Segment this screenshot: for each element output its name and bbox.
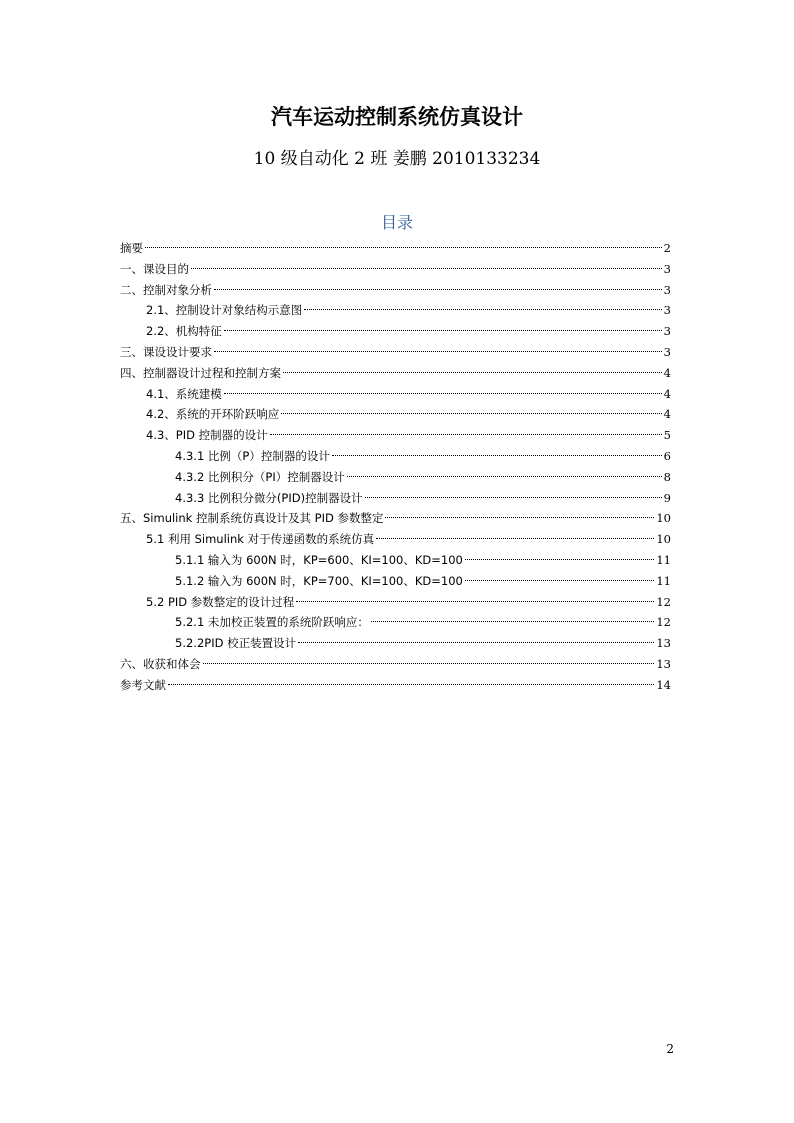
document-subtitle: 10 级自动化 2 班 姜鹏 2010133234 bbox=[253, 149, 541, 169]
toc-entry-label: 四、控制器设计过程和控制方案 bbox=[120, 365, 281, 380]
toc-entry-page: 4 bbox=[663, 365, 671, 380]
toc-leader-dots bbox=[465, 580, 655, 581]
toc-entry[interactable] bbox=[120, 633, 671, 654]
toc-leader-dots bbox=[214, 289, 662, 290]
toc-entry-page: 2 bbox=[663, 241, 671, 255]
toc-leader-dots bbox=[296, 601, 654, 602]
toc-entry-label: 4.1、系统建模 bbox=[146, 386, 222, 401]
toc-entry-page: 4 bbox=[663, 386, 671, 401]
toc-entry[interactable] bbox=[120, 404, 671, 425]
toc-entry-page: 3 bbox=[663, 303, 671, 318]
toc-entry-page: 12 bbox=[656, 594, 671, 609]
toc-entry-page: 3 bbox=[663, 282, 671, 297]
toc-leader-dots bbox=[224, 393, 662, 394]
toc-entry-page: 10 bbox=[656, 511, 671, 526]
toc-entry-page: 4 bbox=[663, 407, 671, 422]
toc-leader-dots bbox=[283, 372, 662, 373]
toc-entry-page: 3 bbox=[663, 344, 671, 359]
toc-entry-page: 14 bbox=[656, 677, 671, 692]
toc-entry[interactable] bbox=[120, 384, 671, 405]
toc-leader-dots bbox=[191, 268, 662, 269]
toc-entry[interactable] bbox=[120, 612, 671, 633]
toc-entry-label: 摘要 bbox=[120, 241, 143, 255]
toc-entry[interactable] bbox=[120, 592, 671, 613]
toc-entry[interactable] bbox=[120, 446, 671, 467]
toc-entry-label: 4.3、PID 控制器的设计 bbox=[146, 428, 268, 443]
document-title: 汽车运动控制系统仿真设计 bbox=[271, 104, 523, 129]
toc-leader-dots bbox=[376, 538, 654, 539]
toc-leader-dots bbox=[224, 330, 662, 331]
toc-leader-dots bbox=[168, 684, 654, 685]
toc-entry-label: 二、控制对象分析 bbox=[120, 282, 212, 297]
toc-entry[interactable] bbox=[120, 300, 671, 321]
toc-heading: 目录 bbox=[380, 213, 413, 232]
toc-entry-label: 5.2.2PID 校正装置设计 bbox=[175, 636, 297, 651]
toc-entry-label: 一、课设目的 bbox=[120, 261, 189, 276]
toc-entry-page: 3 bbox=[663, 324, 671, 339]
toc-leader-dots bbox=[281, 413, 661, 414]
toc-leader-dots bbox=[371, 621, 654, 622]
toc-leader-dots bbox=[365, 497, 662, 498]
toc-entry[interactable] bbox=[120, 238, 671, 259]
toc-entry-label: 2.1、控制设计对象结构示意图 bbox=[146, 303, 303, 318]
toc-leader-dots bbox=[385, 517, 654, 518]
toc-entry[interactable] bbox=[120, 363, 671, 384]
page-number: 2 bbox=[666, 1042, 674, 1056]
toc-entry-page: 10 bbox=[656, 532, 671, 547]
toc-entry-page: 8 bbox=[663, 469, 671, 484]
toc-entry-label: 4.3.3 比例积分微分(PID)控制器设计 bbox=[175, 490, 363, 505]
toc-entry[interactable] bbox=[120, 529, 671, 550]
toc-leader-dots bbox=[270, 434, 662, 435]
toc-entry[interactable] bbox=[120, 321, 671, 342]
toc-leader-dots bbox=[214, 351, 662, 352]
toc-entry-label: 五、Simulink 控制系统仿真设计及其 PID 参数整定 bbox=[120, 511, 384, 526]
toc-entry-label: 2.2、机构特征 bbox=[146, 324, 222, 339]
toc-entry-label: 三、课设设计要求 bbox=[120, 344, 212, 359]
toc-entry-page: 5 bbox=[663, 428, 671, 443]
toc-entry[interactable] bbox=[120, 259, 671, 280]
toc-leader-dots bbox=[304, 309, 661, 310]
toc-entry-label: 4.3.1 比例（P）控制器的设计 bbox=[175, 448, 330, 463]
toc-entry-page: 6 bbox=[663, 448, 671, 463]
toc-entry[interactable] bbox=[120, 425, 671, 446]
toc-entry-label: 参考文献 bbox=[120, 677, 166, 692]
toc-entry-page: 11 bbox=[656, 552, 671, 567]
toc-entry-page: 12 bbox=[656, 615, 671, 630]
toc-entry[interactable] bbox=[120, 508, 671, 529]
toc-entry[interactable] bbox=[120, 571, 671, 592]
toc-entry-label: 4.3.2 比例积分（PI）控制器设计 bbox=[175, 469, 345, 484]
toc-entry-page: 13 bbox=[656, 636, 671, 651]
toc-entry-page: 3 bbox=[663, 261, 671, 276]
toc-entry[interactable] bbox=[120, 654, 671, 675]
toc-entry[interactable] bbox=[120, 675, 671, 696]
toc-entry-label: 5.1.2 输入为 600N 时，KP=700、KI=100、KD=100 bbox=[175, 573, 463, 588]
toc-entry-label: 5.2 PID 参数整定的设计过程 bbox=[146, 594, 295, 609]
toc-entry-page: 13 bbox=[656, 656, 671, 671]
toc-entry[interactable] bbox=[120, 550, 671, 571]
toc-entry-page: 11 bbox=[656, 573, 671, 588]
toc-leader-dots bbox=[347, 476, 662, 477]
toc-leader-dots bbox=[465, 559, 655, 560]
toc-entry-label: 5.1 利用 Simulink 对于传递函数的系统仿真 bbox=[146, 532, 375, 547]
toc-entry-page: 9 bbox=[663, 490, 671, 505]
toc-leader-dots bbox=[145, 247, 662, 248]
toc-entry-label: 5.2.1 未加校正装置的系统阶跃响应： bbox=[175, 615, 369, 630]
toc-leader-dots bbox=[298, 642, 654, 643]
toc-entry-label: 4.2、系统的开环阶跃响应 bbox=[146, 407, 280, 422]
toc-entry[interactable] bbox=[120, 488, 671, 509]
toc-entry[interactable] bbox=[120, 280, 671, 301]
toc-entry[interactable] bbox=[120, 342, 671, 363]
toc-entry-label: 六、收获和体会 bbox=[120, 656, 201, 671]
toc-entry-label: 5.1.1 输入为 600N 时，KP=600、KI=100、KD=100 bbox=[175, 552, 463, 567]
toc-leader-dots bbox=[332, 455, 662, 456]
toc-entry[interactable] bbox=[120, 467, 671, 488]
table-of-contents bbox=[120, 238, 671, 696]
toc-leader-dots bbox=[203, 663, 655, 664]
